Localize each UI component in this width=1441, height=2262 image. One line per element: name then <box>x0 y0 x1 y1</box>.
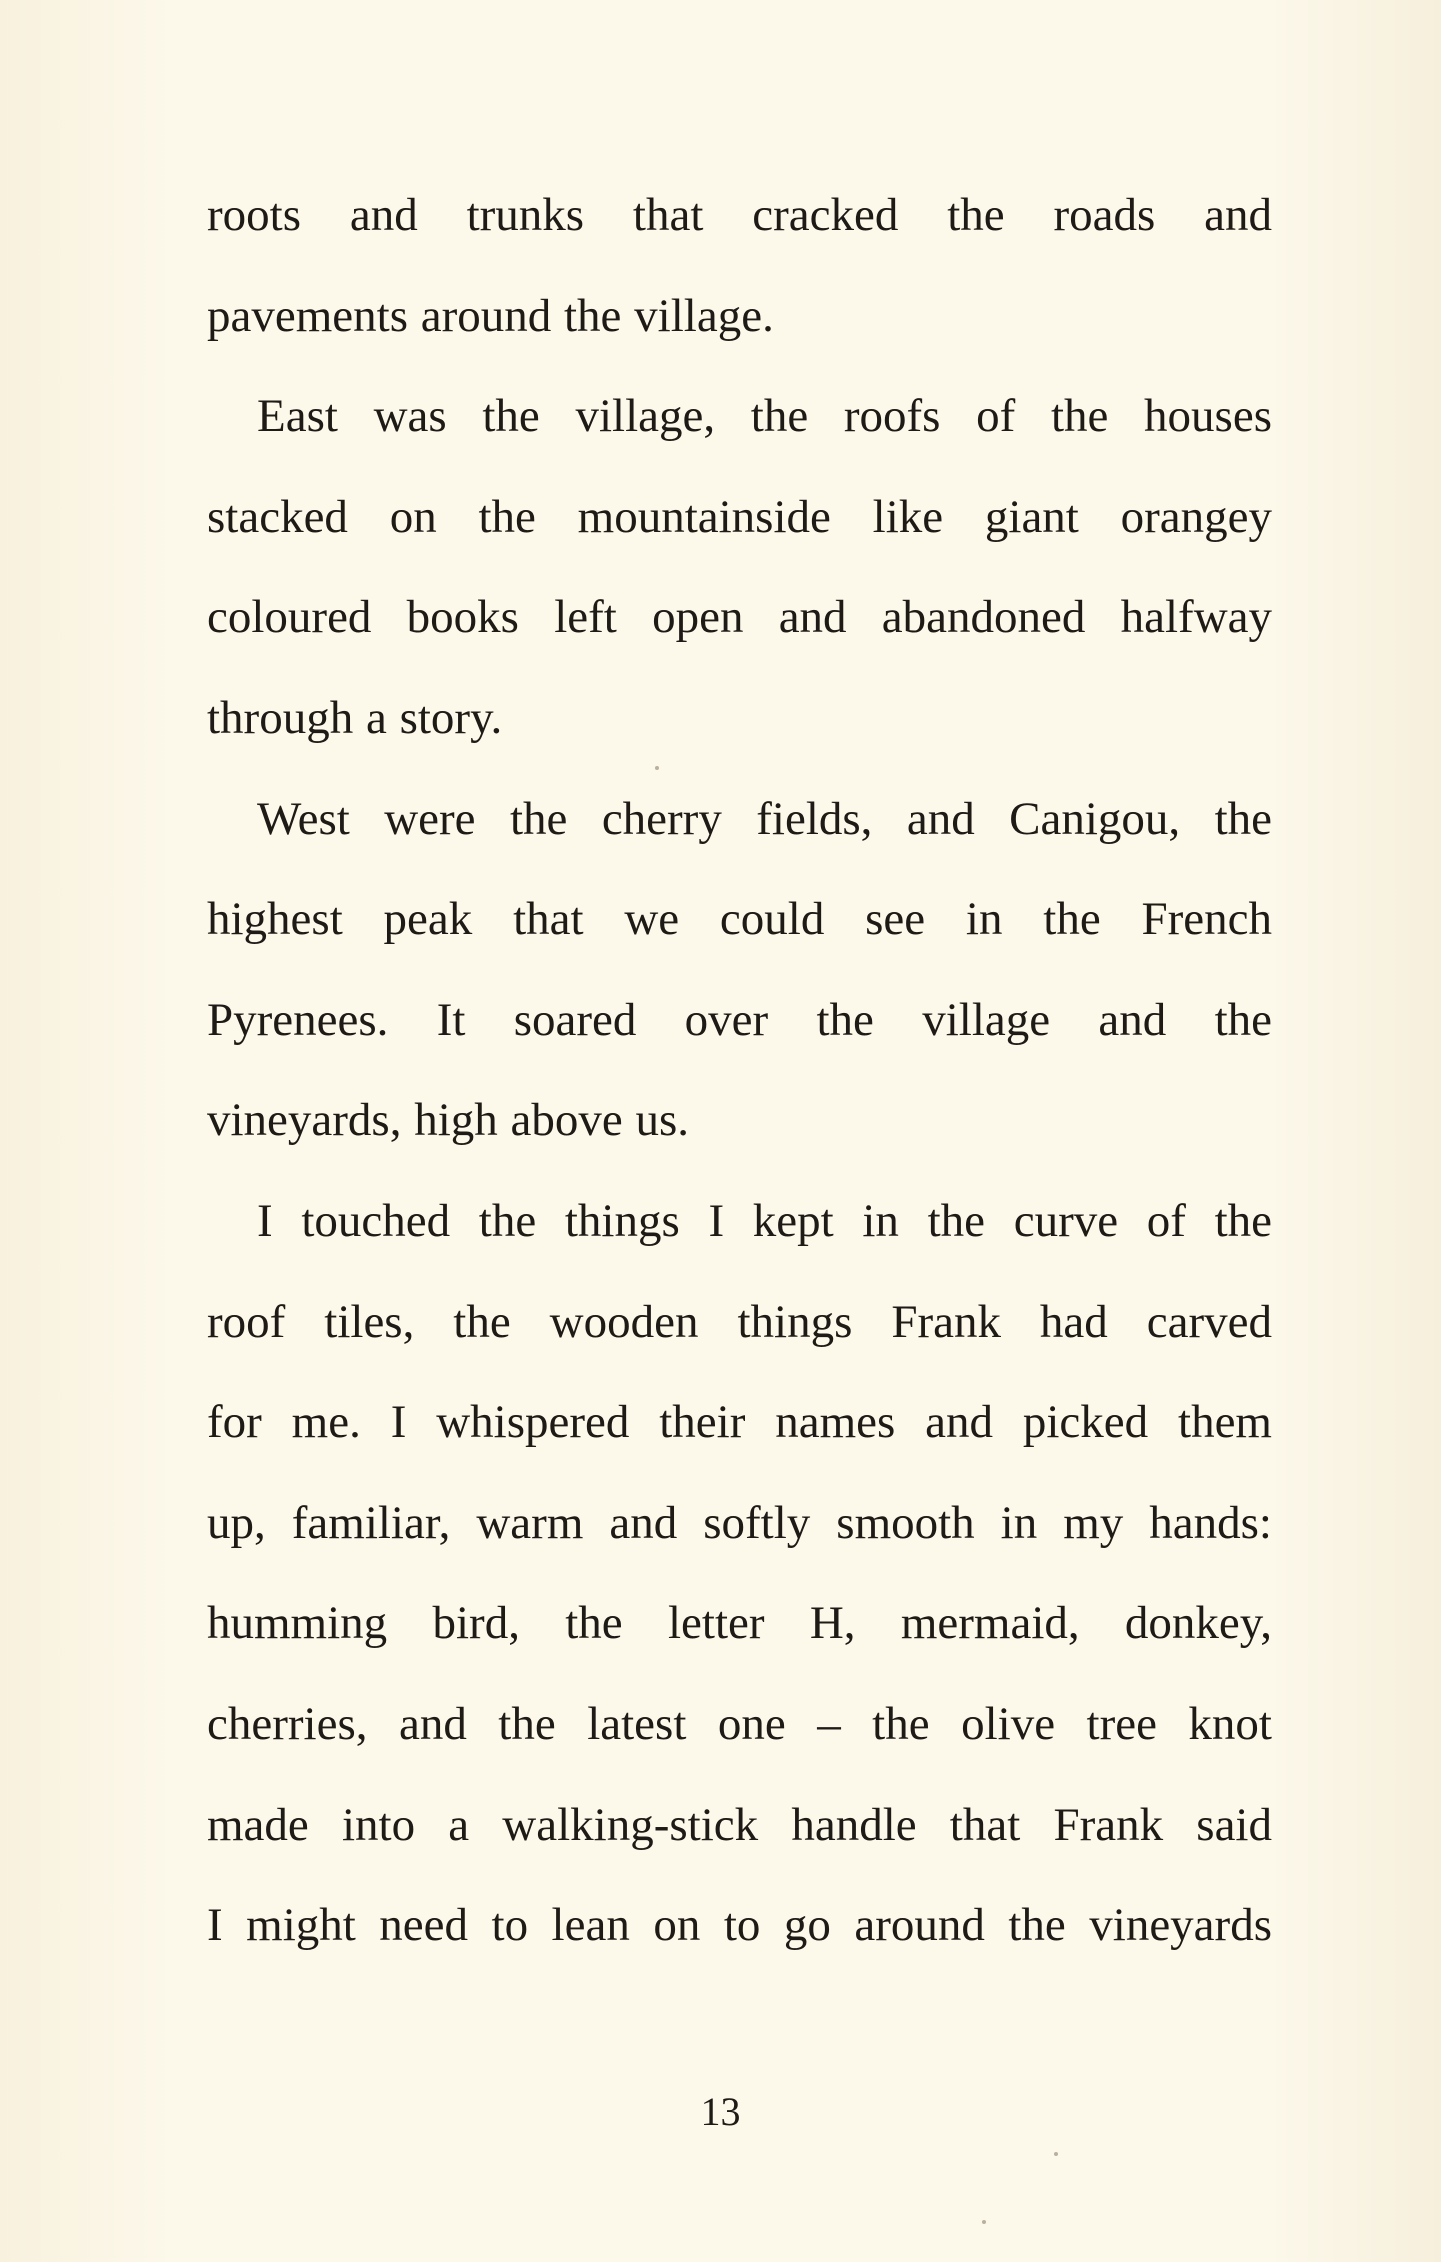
text-line: up, familiar, warm and softly smooth in my hands: <box>207 1496 1272 1549</box>
text-line: highest peak that we could see in the French <box>207 893 1272 946</box>
text-line: I might need to lean on to go around the vineyards <box>207 1899 1272 1952</box>
paper-speck <box>982 2220 986 2224</box>
text-line: I touched the things I kept in the curve of the <box>257 1194 1272 1247</box>
text-line: through a story. <box>207 691 503 744</box>
page-number: 13 <box>700 2089 741 2134</box>
text-line: pavements around the village. <box>207 289 774 342</box>
body-text <box>207 165 1272 1976</box>
text-line: vineyards, high above us. <box>207 1094 690 1147</box>
text-line: cherries, and the latest one – the olive tree knot <box>207 1697 1272 1750</box>
text-line: coloured books left open and abandoned halfway <box>207 591 1272 644</box>
text-line: for me. I whispered their names and picked them <box>207 1396 1272 1449</box>
text-line: West were the cherry fields, and Canigou, the <box>257 792 1272 845</box>
text-line: Pyrenees. It soared over the village and the <box>207 993 1272 1046</box>
paper-speck <box>1054 2152 1058 2156</box>
text-line: East was the village, the roofs of the houses <box>257 390 1272 443</box>
text-line: humming bird, the letter H, mermaid, donkey, <box>207 1597 1272 1650</box>
text-line: stacked on the mountainside like giant orangey <box>207 490 1272 543</box>
text-line: made into a walking-stick handle that Frank said <box>207 1798 1272 1851</box>
text-line: roots and trunks that cracked the roads and <box>207 189 1272 241</box>
paper-speck <box>655 766 659 770</box>
text-line: roof tiles, the wooden things Frank had carved <box>207 1295 1272 1348</box>
